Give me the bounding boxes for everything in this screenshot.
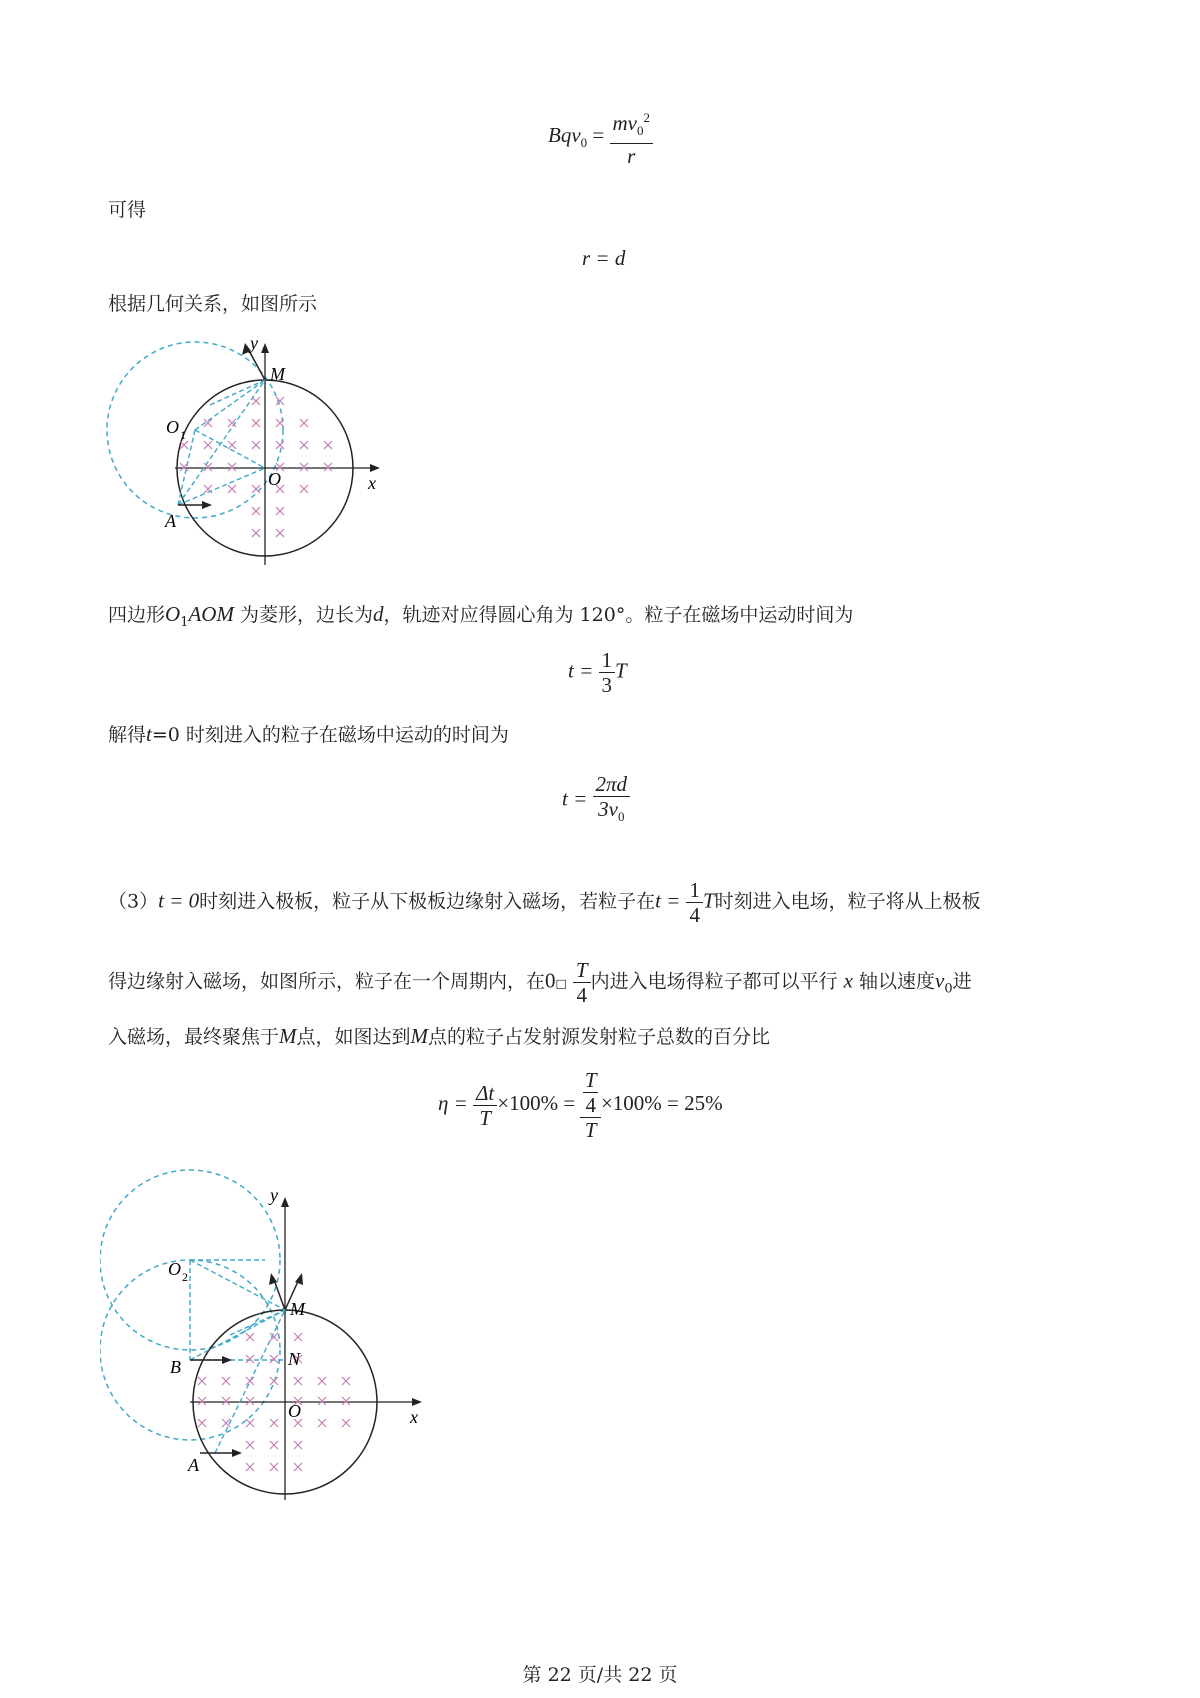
label-o2: O bbox=[168, 1259, 181, 1279]
label-m-2: M bbox=[290, 1299, 305, 1319]
equation-t-value: t = $\frac{2\pi d}{3v_0}$ bbox=[562, 772, 630, 829]
velocity-arrow-a-head bbox=[202, 501, 212, 509]
text-focus-m: 入磁场，最终聚焦于M点，如图达到M点的粒子占发射源发射粒子总数的百分比 bbox=[108, 1024, 771, 1048]
text-part-3: （3）t = 0时刻进入极板，粒子从下极板边缘射入磁场，若粒子在t = $\frac{1}{4}$ T时刻进入电场，粒子将从上极板 bbox=[108, 878, 981, 927]
text-solve-time: 解得t=0 时刻进入的粒子在磁场中运动的时间为 bbox=[108, 722, 509, 746]
equation-lorentz: Bqv$_0$ = $\frac{mv_0^2}{r}$ bbox=[548, 106, 653, 168]
label-x-2: x bbox=[410, 1407, 418, 1427]
label-x: x bbox=[368, 473, 376, 493]
x-axis-2-arrow bbox=[412, 1398, 422, 1406]
equation-efficiency: η = $\frac{\Delta t}{T}$ ×100% = T 4 T ×100% = 25% bbox=[438, 1068, 723, 1142]
label-a-2: A bbox=[188, 1455, 199, 1475]
text-kede: 可得 bbox=[108, 199, 147, 221]
label-o2-sub: 2 bbox=[182, 1270, 188, 1284]
text-geometry-intro: 根据几何关系，如图所示 bbox=[108, 293, 318, 315]
label-o: O bbox=[268, 469, 281, 489]
figure-2-diagram bbox=[100, 1165, 460, 1505]
field-marks bbox=[180, 397, 332, 537]
label-o-2: O bbox=[288, 1401, 301, 1421]
page-footer: 第 22 页/共 22 页 bbox=[522, 1664, 678, 1686]
label-m: M bbox=[270, 364, 285, 384]
label-n: N bbox=[288, 1349, 301, 1369]
label-o1: O bbox=[166, 417, 179, 437]
text-rhombus: 四边形$O_1AOM$ 为菱形，边长为d，轨迹对应得圆心角为 120°。粒子在磁场中运动时间为 bbox=[108, 602, 854, 630]
equation-t-one-third: t = $\frac{1}{3}$ T bbox=[568, 648, 627, 697]
label-a: A bbox=[165, 511, 176, 531]
velocity-arrow-b-head bbox=[222, 1356, 232, 1364]
equation-r-equals-d: r = d bbox=[582, 246, 626, 270]
x-axis-arrow bbox=[370, 464, 380, 472]
label-o1-sub: 1 bbox=[180, 428, 186, 442]
figure-1-diagram bbox=[100, 335, 430, 570]
text-period-range: 得边缘射入磁场，如图所示，粒子在一个周期内，在0□ $\frac{T}{4}$ 内进入电场得粒子都可以平行 x 轴以速度$v_0$进 bbox=[108, 958, 972, 1007]
label-y: y bbox=[250, 335, 258, 353]
y-axis-arrow bbox=[261, 343, 269, 353]
velocity-arrow-m-2b-head bbox=[295, 1273, 303, 1285]
y-axis-2-arrow bbox=[281, 1197, 289, 1207]
label-b: B bbox=[170, 1357, 181, 1377]
velocity-arrow-a-2-head bbox=[232, 1449, 242, 1457]
label-y-2: y bbox=[270, 1185, 278, 1205]
construction-lines bbox=[178, 380, 265, 505]
